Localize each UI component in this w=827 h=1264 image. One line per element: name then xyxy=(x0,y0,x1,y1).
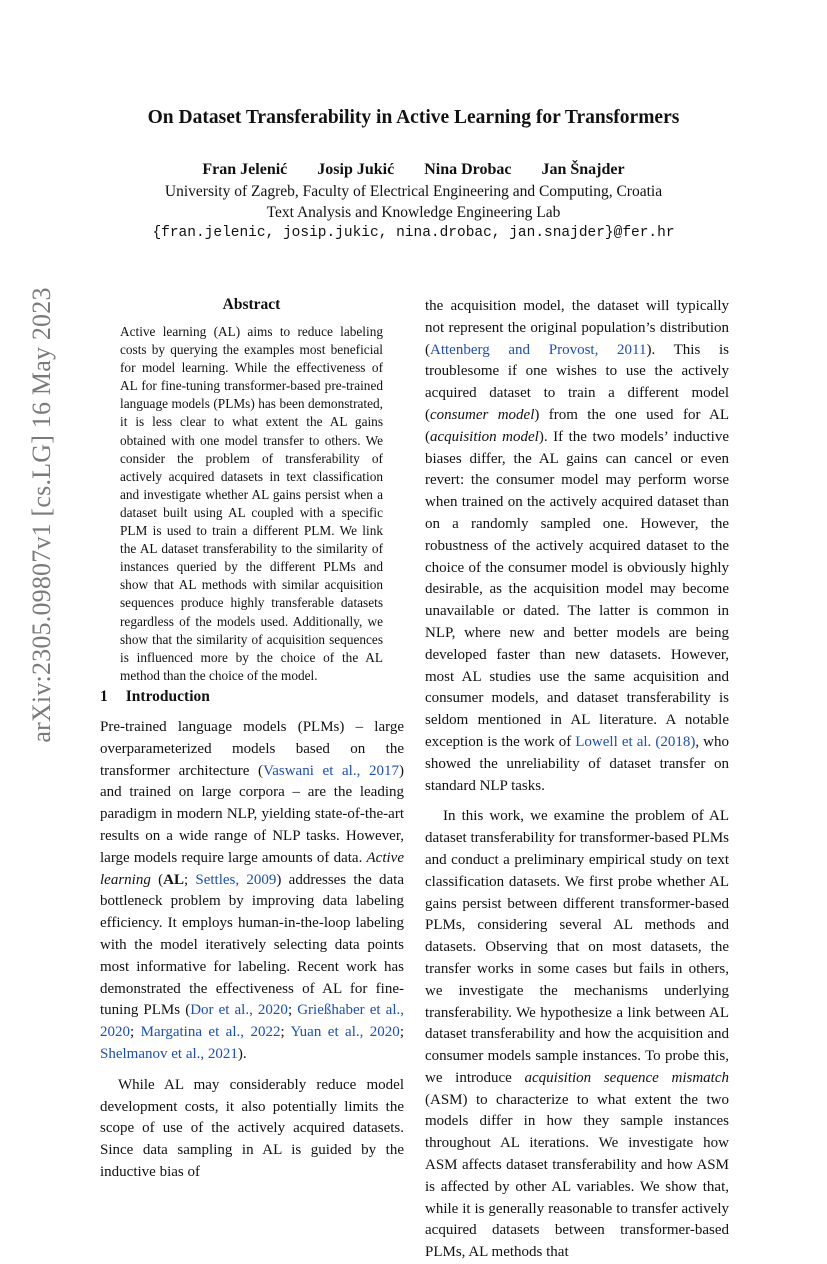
affiliation-lab: Text Analysis and Knowledge Engineering Lab xyxy=(266,204,561,221)
citation-link[interactable]: Vaswani et al., 2017 xyxy=(263,762,399,779)
arxiv-stamp xyxy=(22,287,62,743)
section-title: Introduction xyxy=(125,688,210,705)
body-paragraph-1: the acquisition model, the dataset will typically not represent the original population’s distribution (Attenberg and Provost, 2011). This is troublesome if one wishes to use the actively acquired dataset to train a different model (consumer model) from the one used for AL (acquisition model). If the two models’ inductive biases differ, the AL gains can cancel or even revert: the consumer model may perform worse when trained on the actively acquired dataset than on a randomly sampled one. However, the robustness of the actively acquired dataset to the choice of the consumer model is obviously highly desirable, as the acquisition model may become unavailable or dated. The latter is common in NLP, where new and better models are being developed faster than new datasets. However, most AL studies use the same acquisition and consumer models, and dataset transferability is seldom mentioned in AL literature. A notable exception is the work of Lowell et al. (2018), who showed the unreliability of dataset transfer on standard NLP tasks. xyxy=(425,298,729,794)
abstract-text: Active learning (AL) aims to reduce labeling costs by querying the examples most beneficial for model learning. While the effectiveness of AL for fine-tuning transformer-based pre-trained language models (PLMs) has been demonstrated, it is less clear to what extent the AL gains obtained with one model transfer to others. We consider the problem of transferability of actively acquired datasets in text classification and investigate whether AL gains persist when a dataset built using AL coupled with a specific PLM is used to train a different PLM. We link the AL dataset transferability to the similarity of instances queried by the different PLMs and show that AL methods with similar acquisition sequences produce highly transferable datasets regardless of the models used. Additionally, we show that the similarity of acquisition sequences is influenced more by the choice of the AL method than the choice of the model. xyxy=(120,324,383,683)
section-number: 1 xyxy=(100,688,108,705)
citation-link[interactable]: Settles, 2009 xyxy=(195,871,277,888)
emphasis: acquisition sequence mismatch xyxy=(524,1069,729,1086)
section-heading-introduction xyxy=(100,688,210,706)
citation-link[interactable]: Shelmanov et al., 2021 xyxy=(100,1045,238,1062)
author-name: Nina Drobac xyxy=(424,161,512,178)
citation-link[interactable]: Dor et al., 2020 xyxy=(190,1002,288,1019)
bold-term: AL xyxy=(163,871,184,888)
emphasis: acquisition model xyxy=(430,428,539,445)
intro-paragraph-2: While AL may considerably reduce model development costs, it also potentially limits the scope of use of the actively acquired datasets. Since data sampling in AL is guided by the inductive bias of xyxy=(100,1076,404,1180)
affiliation-university: University of Zagreb, Faculty of Electrical Engineering and Computing, Croatia xyxy=(164,183,663,200)
citation-link[interactable]: Yuan et al., 2020 xyxy=(290,1024,400,1041)
emphasis: consumer model xyxy=(430,406,535,423)
author-name: Fran Jelenić xyxy=(202,161,288,178)
author-emails: {fran.jelenic, josip.jukic, nina.drobac, jan.snajder}@fer.hr xyxy=(152,225,675,241)
author-list xyxy=(0,161,827,179)
arxiv-stamp-text: arXiv:2305.09807v1 [cs.LG] 16 May 2023 xyxy=(27,287,56,743)
author-name: Josip Jukić xyxy=(317,161,395,178)
emphasis: Active learning xyxy=(100,849,404,888)
citation-link[interactable]: Lowell et al. (2018) xyxy=(575,733,696,750)
author-name: Jan Šnajder xyxy=(541,161,625,178)
body-paragraph-2: In this work, we examine the problem of AL dataset transferability for transformer-based PLMs and conduct a preliminary empirical study on text classification datasets. We first probe whether AL gains persist between different transformer-based PLMs, considering several AL methods and datasets. Observing that on most datasets, the transfer works in some cases but fails in others, we investigate the mechanisms underlying transferability. We hypothesize a link between AL dataset transferability and how the acquisition and consumer models sample instances. To probe this, we introduce acquisition sequence mismatch (ASM) to characterize to what extent the two models differ in how they sample instances throughout AL iterations. We investigate how ASM affects dataset transferability and how ASM is affected by other AL variables. We show that, while it is generally reasonable to transfer actively acquired datasets between transformer-based PLMs, AL methods that xyxy=(425,808,729,1261)
paper-title: On Dataset Transferability in Active Learning for Transformers xyxy=(147,107,680,128)
left-column-body xyxy=(100,717,404,1184)
citation-link[interactable]: Margatina et al., 2022 xyxy=(140,1024,281,1041)
citation-link[interactable]: Grießhaber et al., 2020 xyxy=(100,1002,404,1041)
intro-paragraph-1: Pre-trained language models (PLMs) – large overparameterized models based on the transformer architecture (Vaswani et al., 2017) and trained on large corpora – are the leading paradigm in modern NLP, yielding state-of-the-art results on a wide range of NLP tasks. However, large models require large amounts of data. Active learning (AL; Settles, 2009) addresses the data bottleneck problem by improving data labeling efficiency. It employs human-in-the-loop labeling with the model iteratively selecting data points most informative for labeling. Recent work has demonstrated the effectiveness of AL for fine-tuning PLMs (Dor et al., 2020; Grießhaber et al., 2020; Margatina et al., 2022; Yuan et al., 2020; Shelmanov et al., 2021). xyxy=(100,719,404,1062)
right-column-body xyxy=(425,296,729,1264)
abstract-heading: Abstract xyxy=(222,296,281,313)
citation-link[interactable]: Attenberg and Provost, 2011 xyxy=(430,341,647,358)
